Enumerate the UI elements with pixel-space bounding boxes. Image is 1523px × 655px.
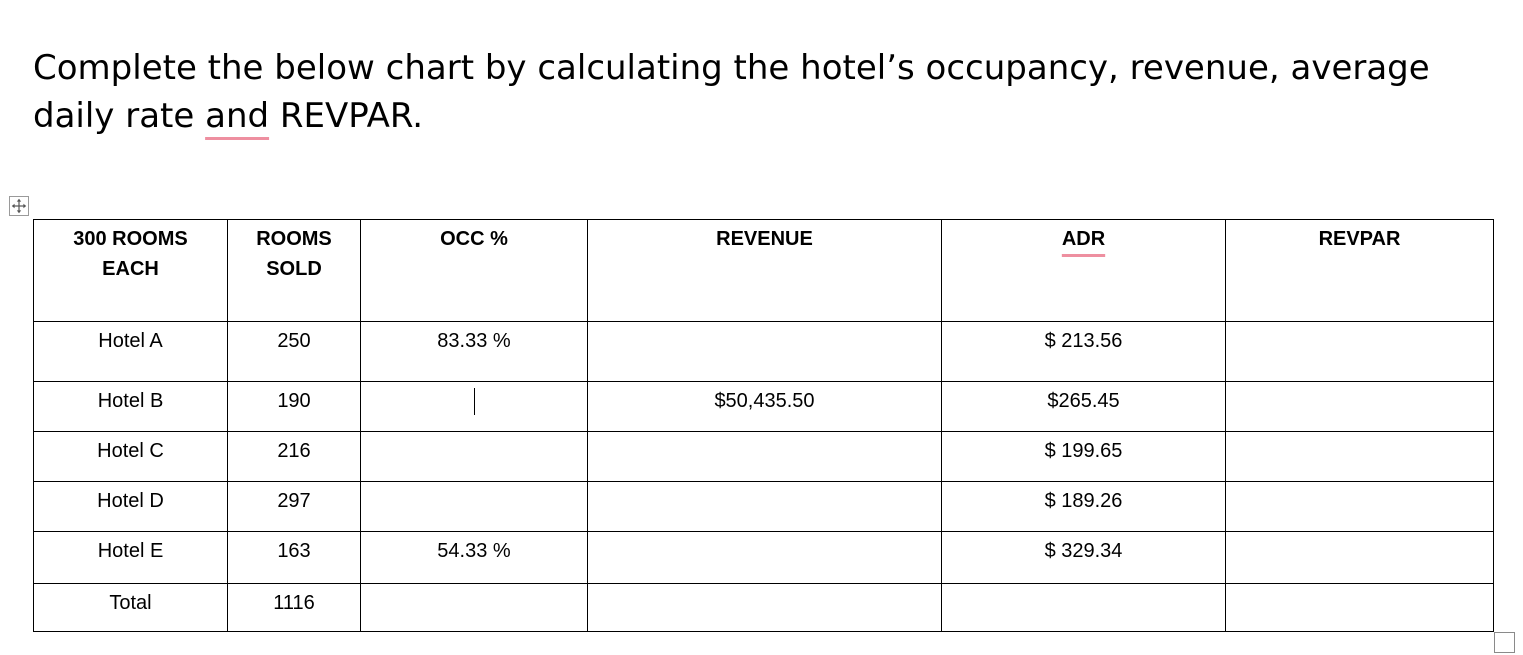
table-row-hotel-d xyxy=(34,482,1494,532)
instruction-text xyxy=(33,44,1493,140)
cell-occ[interactable] xyxy=(361,432,588,482)
cell-total-label[interactable]: Total xyxy=(34,584,228,632)
table-move-handle[interactable] xyxy=(9,196,29,216)
header-cell-revenue[interactable]: REVENUE xyxy=(588,220,942,322)
cell-total-occ[interactable] xyxy=(361,584,588,632)
table-row-hotel-a xyxy=(34,322,1494,382)
cell-revpar[interactable] xyxy=(1226,532,1494,584)
header-rooms-line2: SOLD xyxy=(266,258,322,280)
cell-rooms-sold[interactable]: 297 xyxy=(228,482,361,532)
header-adr-label: ADR xyxy=(1061,228,1106,250)
cell-adr[interactable]: $ 213.56 xyxy=(942,322,1226,382)
spellcheck-flagged-word[interactable]: and xyxy=(205,96,270,136)
cell-total-rooms-sold[interactable]: 1116 xyxy=(228,584,361,632)
cell-adr[interactable]: $ 189.26 xyxy=(942,482,1226,532)
cell-rooms-sold[interactable]: 163 xyxy=(228,532,361,584)
header-cell-hotels[interactable] xyxy=(34,220,228,322)
cell-total-revpar[interactable] xyxy=(1226,584,1494,632)
cell-revenue[interactable] xyxy=(588,322,942,382)
header-cell-rooms-sold[interactable] xyxy=(228,220,361,322)
cell-hotel-name[interactable]: Hotel D xyxy=(34,482,228,532)
cell-adr[interactable]: $ 199.65 xyxy=(942,432,1226,482)
table-header-row xyxy=(34,220,1494,322)
table-row-total xyxy=(34,584,1494,632)
table-row-hotel-e xyxy=(34,532,1494,584)
text-cursor xyxy=(474,388,475,415)
cell-revpar[interactable] xyxy=(1226,382,1494,432)
cell-revpar[interactable] xyxy=(1226,482,1494,532)
header-cell-occ[interactable]: OCC % xyxy=(361,220,588,322)
table-row-hotel-b xyxy=(34,382,1494,432)
header-hotels-line1: 300 ROOMS xyxy=(73,228,188,250)
cell-hotel-name[interactable]: Hotel B xyxy=(34,382,228,432)
cell-occ[interactable]: 54.33 % xyxy=(361,532,588,584)
cell-revenue[interactable] xyxy=(588,532,942,584)
instruction-text-end: REVPAR. xyxy=(269,96,424,136)
cell-hotel-name[interactable]: Hotel C xyxy=(34,432,228,482)
header-hotels-line2: EACH xyxy=(102,258,159,280)
cell-occ-active[interactable] xyxy=(361,382,588,432)
cell-total-revenue[interactable] xyxy=(588,584,942,632)
cell-revenue[interactable] xyxy=(588,432,942,482)
cell-revenue[interactable] xyxy=(588,482,942,532)
cell-rooms-sold[interactable]: 216 xyxy=(228,432,361,482)
hotel-data-table xyxy=(33,219,1494,632)
header-rooms-line1: ROOMS xyxy=(256,228,332,250)
cell-total-adr[interactable] xyxy=(942,584,1226,632)
cell-rooms-sold[interactable]: 250 xyxy=(228,322,361,382)
header-cell-adr[interactable] xyxy=(942,220,1226,322)
cell-revenue[interactable]: $50,435.50 xyxy=(588,382,942,432)
cell-rooms-sold[interactable]: 190 xyxy=(228,382,361,432)
cell-adr[interactable]: $ 329.34 xyxy=(942,532,1226,584)
cell-hotel-name[interactable]: Hotel A xyxy=(34,322,228,382)
table-row-hotel-c xyxy=(34,432,1494,482)
cell-occ[interactable] xyxy=(361,482,588,532)
table-resize-handle[interactable] xyxy=(1494,632,1515,653)
header-cell-revpar[interactable]: REVPAR xyxy=(1226,220,1494,322)
cell-occ[interactable]: 83.33 % xyxy=(361,322,588,382)
four-way-arrow-icon xyxy=(11,198,27,214)
cell-revpar[interactable] xyxy=(1226,322,1494,382)
cell-adr[interactable]: $265.45 xyxy=(942,382,1226,432)
instruction-text-start: Complete the below chart by calculating the hotel’s occupancy, revenue, average daily rate xyxy=(33,48,1430,136)
cell-revpar[interactable] xyxy=(1226,432,1494,482)
cell-hotel-name[interactable]: Hotel E xyxy=(34,532,228,584)
